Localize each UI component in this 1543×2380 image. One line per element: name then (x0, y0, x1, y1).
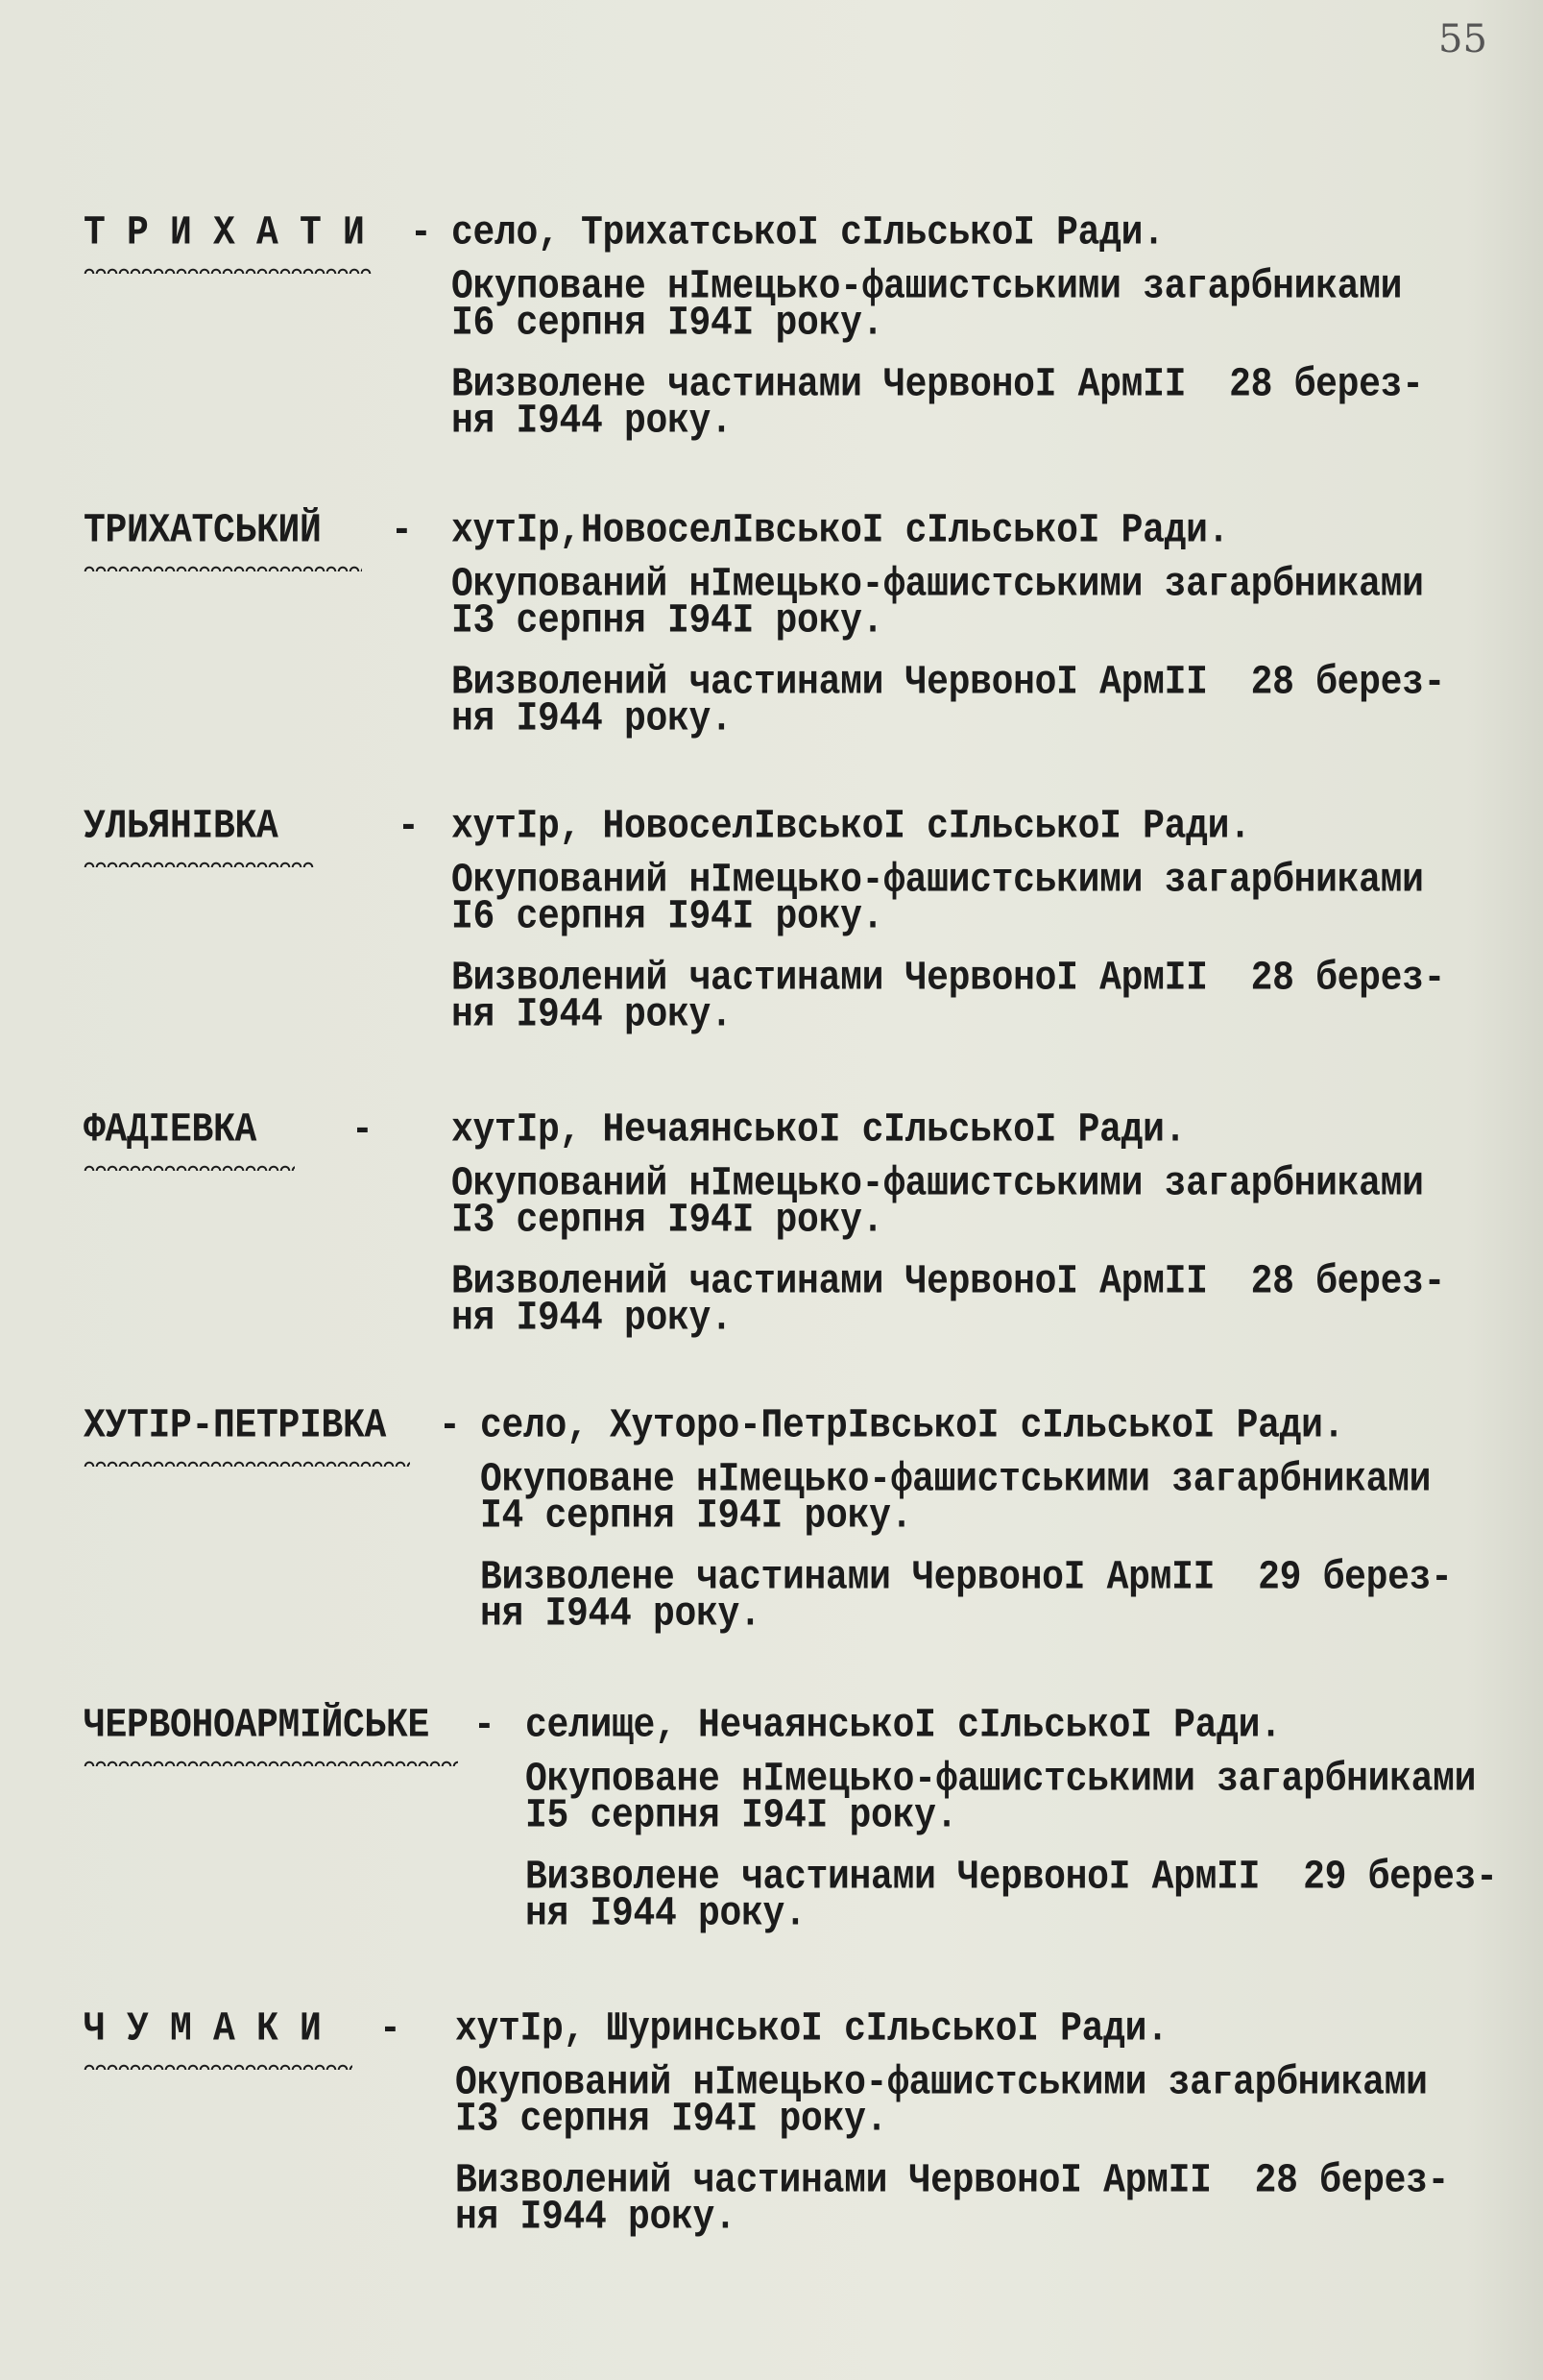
liberation-paragraph (455, 2157, 1450, 2241)
occupation-line-2: I3 серпня I94I року. (455, 2096, 888, 2143)
name-dash: - (391, 507, 413, 554)
occupation-paragraph (455, 2059, 1428, 2143)
occupation-line-2: I3 серпня I94I року. (451, 597, 884, 644)
occupation-line-1: Окупований нІмецько-фашистськими загарбниками (455, 2059, 1428, 2106)
name-dash: - (351, 1106, 374, 1154)
settlement-name: Т Р И Х А Т И (84, 209, 365, 256)
liberation-line-1: Визволений частинами ЧервоноІ АрмІІ 28 берез- (451, 1258, 1446, 1305)
liberation-line-2: ня I944 року. (451, 695, 733, 742)
occupation-line-1: Окупований нІмецько-фашистськими загарбниками (451, 1160, 1424, 1207)
occupation-paragraph (451, 857, 1424, 940)
liberation-line-1: Визволений частинами ЧервоноІ АрмІІ 28 берез- (451, 659, 1446, 706)
settlement-name: ЧЕРВОНОАРМІЙСЬКЕ (84, 1702, 430, 1749)
settlement-type-line: село, ТрихатськоІ сІльськоІ Ради. (451, 209, 1165, 256)
settlement-type-line: село, Хуторо-ПетрІвськоІ сІльськоІ Ради. (480, 1402, 1345, 1449)
liberation-line-2: ня I944 року. (525, 1890, 807, 1937)
occupation-line-1: Окуповане нІмецько-фашистськими загарбниками (525, 1756, 1477, 1803)
liberation-line-2: ня I944 року. (451, 398, 733, 445)
liberation-line-1: Визволений частинами ЧервоноІ АрмІІ 28 берез- (451, 955, 1446, 1002)
liberation-line-2: ня I944 року. (480, 1591, 761, 1638)
occupation-line-1: Окупований нІмецько-фашистськими загарбниками (451, 561, 1424, 608)
liberation-paragraph (451, 1258, 1446, 1342)
occupation-line-2: I4 серпня I94I року. (480, 1493, 913, 1540)
name-dash: - (473, 1702, 495, 1749)
name-underline (84, 1163, 295, 1171)
settlement-name: Ч У М А К И (84, 2005, 322, 2052)
settlement-type-line: селище, НечаянськоІ сІльськоІ Ради. (525, 1702, 1282, 1749)
name-underline (84, 1459, 410, 1467)
liberation-line-2: ня I944 року. (451, 1295, 733, 1342)
settlement-type-line: хутІр, ШуринськоІ сІльськоІ Ради. (455, 2005, 1169, 2052)
liberation-line-1: Визволене частинами ЧервоноІ АрмІІ 28 берез- (451, 361, 1424, 408)
occupation-line-1: Окуповане нІмецько-фашистськими загарбниками (451, 263, 1403, 310)
occupation-paragraph (525, 1756, 1477, 1839)
name-dash: - (410, 209, 432, 256)
page-number: 55 (1438, 17, 1487, 61)
occupation-paragraph (451, 263, 1403, 347)
liberation-line-1: Визволений частинами ЧервоноІ АрмІІ 28 берез- (455, 2157, 1450, 2204)
liberation-line-1: Визволене частинами ЧервоноІ АрмІІ 29 берез- (480, 1554, 1453, 1601)
occupation-paragraph (451, 1160, 1424, 1244)
name-dash: - (439, 1402, 461, 1449)
occupation-line-2: I5 серпня I94I року. (525, 1792, 958, 1839)
liberation-paragraph (480, 1554, 1453, 1638)
occupation-paragraph (451, 561, 1424, 644)
occupation-line-2: I6 серпня I94I року. (451, 300, 884, 347)
settlement-type-line: хутІр,НовоселІвськоІ сІльськоІ Ради. (451, 507, 1230, 554)
settlement-type-line: хутІр, НовоселІвськоІ сІльськоІ Ради. (451, 803, 1251, 850)
settlement-name: УЛЬЯНІВКА (84, 803, 278, 850)
settlement-name: ФАДІЕВКА (84, 1106, 257, 1154)
name-dash: - (379, 2005, 401, 2052)
occupation-line-1: Окупований нІмецько-фашистськими загарбниками (451, 857, 1424, 904)
liberation-paragraph (451, 361, 1424, 445)
name-underline (84, 2062, 352, 2070)
occupation-line-2: I3 серпня I94I року. (451, 1197, 884, 1244)
name-underline (84, 1759, 458, 1766)
occupation-line-1: Окуповане нІмецько-фашистськими загарбниками (480, 1456, 1432, 1503)
liberation-paragraph (525, 1854, 1498, 1937)
settlement-type-line: хутІр, НечаянськоІ сІльськоІ Ради. (451, 1106, 1187, 1154)
name-dash: - (398, 803, 420, 850)
liberation-line-2: ня I944 року. (451, 991, 733, 1038)
liberation-line-2: ня I944 року. (455, 2194, 736, 2241)
liberation-paragraph (451, 955, 1446, 1038)
settlement-name: ХУТІР-ПЕТРІВКА (84, 1402, 387, 1449)
occupation-line-2: I6 серпня I94I року. (451, 893, 884, 940)
settlement-name: ТРИХАТСЬКИЙ (84, 507, 322, 554)
name-underline (84, 564, 362, 571)
liberation-line-1: Визволене частинами ЧервоноІ АрмІІ 29 берез- (525, 1854, 1498, 1901)
occupation-paragraph (480, 1456, 1432, 1540)
liberation-paragraph (451, 659, 1446, 742)
name-underline (84, 860, 314, 867)
name-underline (84, 266, 372, 274)
